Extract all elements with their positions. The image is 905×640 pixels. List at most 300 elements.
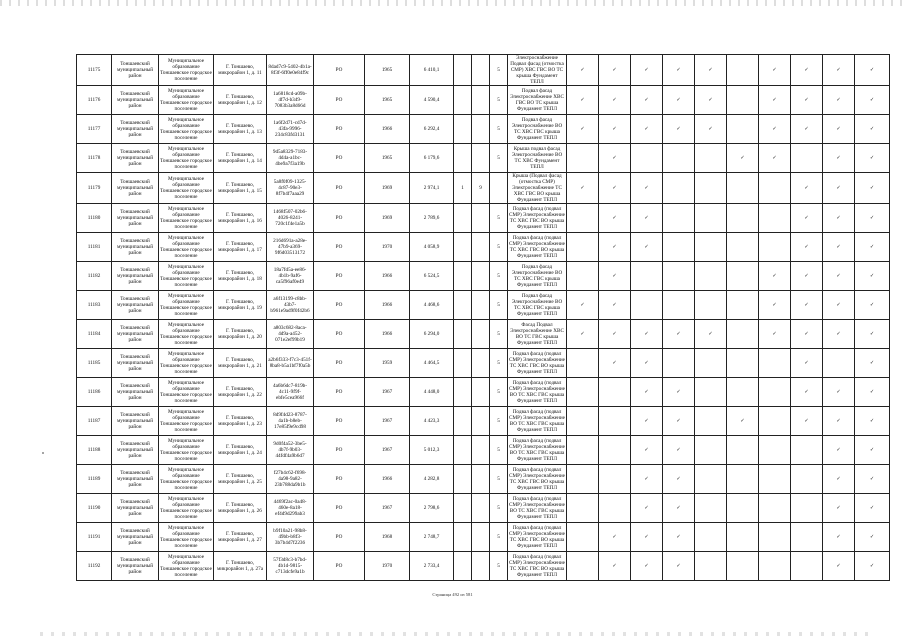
extra-col-1-cell (454, 262, 472, 291)
total-area-cell: 2 798,6 (410, 494, 454, 523)
work-check-cell-6 (727, 144, 759, 173)
work-check-cell-3 (631, 204, 663, 233)
work-check-cell-6 (727, 523, 759, 552)
row-number-cell: 11181 (77, 233, 112, 262)
work-check-cell-4 (663, 378, 695, 407)
work-check-cell-3 (631, 552, 663, 581)
extra-col-1-cell (454, 494, 472, 523)
work-check-cell-10 (855, 436, 890, 465)
checkmark-icon: ✓ (869, 302, 875, 308)
checkmark-icon: ✓ (804, 331, 809, 337)
extra-col-1-cell (454, 465, 472, 494)
work-check-cell-1 (567, 349, 599, 378)
work-check-cell-4 (663, 115, 695, 144)
row-number-cell: 11177 (77, 115, 112, 144)
building-guid-cell: 9d5a8329-7183-4d4a-a1bc-4be9a7f3a19b (267, 144, 314, 173)
building-guid-cell: 5a8f0f09-1325-4c87-90e3-8f7b4f7aaa29 (267, 173, 314, 204)
work-check-cell-6 (727, 233, 759, 262)
work-check-cell-6 (727, 86, 759, 115)
checkmark-icon: ✓ (580, 302, 585, 308)
checkmark-icon: ✓ (869, 126, 875, 132)
work-check-cell-3 (631, 378, 663, 407)
checkmark-icon: ✓ (612, 331, 617, 337)
table-row (77, 86, 890, 115)
checkmark-icon: ✓ (612, 273, 617, 279)
work-check-cell-2 (599, 55, 631, 86)
extra-col-2-cell: 9 (472, 173, 490, 204)
work-check-cell-10 (855, 320, 890, 349)
checkmark-icon: ✓ (644, 505, 649, 511)
table-row (77, 204, 890, 233)
work-check-cell-8 (791, 465, 823, 494)
extra-col-1-cell (454, 291, 472, 320)
table-row (77, 494, 890, 523)
extra-col-1-cell (454, 436, 472, 465)
checkmark-icon: ✓ (708, 97, 713, 103)
building-guid-cell: 57f3d8c3-b7bd-4b1d-9815-c713dcfe9a1b (267, 552, 314, 581)
work-check-cell-8 (791, 262, 823, 291)
work-check-cell-1 (567, 233, 599, 262)
fund-type-cell: РО (314, 349, 365, 378)
work-check-cell-3 (631, 291, 663, 320)
work-check-cell-4 (663, 291, 695, 320)
building-guid-cell: 8dad7c9-5402-4b1a-8f3f-6ff0e0e84f9c (267, 55, 314, 86)
work-check-cell-4 (663, 407, 695, 436)
extra-col-1-cell (454, 86, 472, 115)
work-check-cell-6 (727, 291, 759, 320)
fund-type-cell: РО (314, 144, 365, 173)
table-row (77, 523, 890, 552)
checkmark-icon: ✓ (612, 97, 617, 103)
building-guid-cell: a803c682-8aca-4d9a-a452-071e2ef99b19 (267, 320, 314, 349)
work-check-cell-5 (695, 378, 727, 407)
work-check-cell-6 (727, 349, 759, 378)
work-check-cell-10 (855, 204, 890, 233)
municipal-district-cell: Тоншаевский муниципальный район (112, 465, 159, 494)
work-check-cell-4 (663, 144, 695, 173)
work-check-cell-5 (695, 204, 727, 233)
work-check-cell-9 (823, 494, 855, 523)
row-number-cell: 11186 (77, 378, 112, 407)
work-check-cell-4 (663, 349, 695, 378)
work-check-cell-8 (791, 86, 823, 115)
total-area-cell: 4 058,9 (410, 233, 454, 262)
municipal-district-cell: Тоншаевский муниципальный район (112, 115, 159, 144)
row-number-cell: 11182 (77, 262, 112, 291)
work-check-cell-2 (599, 552, 631, 581)
municipality-type-cell: Муниципальное образование Тоншаевское городское поселение (159, 233, 214, 262)
checkmark-icon: ✓ (644, 126, 649, 132)
total-area-cell: 2 974,1 (410, 173, 454, 204)
fund-type-cell: РО (314, 86, 365, 115)
checkmark-icon: ✓ (580, 331, 585, 337)
work-check-cell-2 (599, 291, 631, 320)
checkmark-icon: ✓ (869, 273, 875, 279)
work-check-cell-10 (855, 349, 890, 378)
extra-col-2-cell (472, 291, 490, 320)
work-check-cell-7 (759, 262, 791, 291)
fund-type-cell: РО (314, 233, 365, 262)
building-guid-cell: 8d9f4d23-8787-4a1b-b8eb-17e85f9e9cd98 (267, 407, 314, 436)
page-footer: Страница 492 из 581 (432, 592, 473, 597)
floors-cell: 5 (490, 465, 508, 494)
municipal-district-cell: Тоншаевский муниципальный район (112, 552, 159, 581)
work-check-cell-2 (599, 320, 631, 349)
work-check-cell-9 (823, 378, 855, 407)
scan-speck (42, 452, 44, 454)
build-year-cell: 1967 (365, 494, 410, 523)
checkmark-icon: ✓ (804, 244, 809, 250)
checkmark-icon: ✓ (644, 418, 649, 424)
building-guid-cell: 1468f507-02b6-4026-8241-720c1f4e1a5b (267, 204, 314, 233)
work-check-cell-7 (759, 204, 791, 233)
checkmark-icon: ✓ (676, 447, 681, 453)
row-number-cell: 11191 (77, 523, 112, 552)
work-check-cell-9 (823, 204, 855, 233)
checkmark-icon: ✓ (804, 273, 809, 279)
checkmark-icon: ✓ (772, 155, 777, 161)
floors-cell: 5 (490, 523, 508, 552)
extra-col-2-cell (472, 262, 490, 291)
work-check-cell-2 (599, 204, 631, 233)
work-check-cell-5 (695, 55, 727, 86)
work-check-cell-5 (695, 494, 727, 523)
work-check-cell-3 (631, 144, 663, 173)
work-check-cell-7 (759, 320, 791, 349)
work-check-cell-2 (599, 349, 631, 378)
fund-type-cell: РО (314, 262, 365, 291)
building-address-cell: Г. Тоншаево, микрорайон 1, д. 25 (214, 465, 267, 494)
work-check-cell-7 (759, 291, 791, 320)
work-types-cell: Подвал фасад Электроснабжение ХВС ГВС ВО ТС крыша Фундамент ТЕПЛ (508, 86, 567, 115)
work-check-cell-6 (727, 436, 759, 465)
work-check-cell-5 (695, 86, 727, 115)
municipal-district-cell: Тоншаевский муниципальный район (112, 378, 159, 407)
municipal-district-cell: Тоншаевский муниципальный район (112, 407, 159, 436)
work-check-cell-8 (791, 320, 823, 349)
checkmark-icon: ✓ (772, 273, 777, 279)
build-year-cell: 1968 (365, 523, 410, 552)
checkmark-icon: ✓ (804, 185, 809, 191)
work-check-cell-1 (567, 494, 599, 523)
checkmark-icon: ✓ (612, 534, 617, 540)
work-check-cell-7 (759, 523, 791, 552)
work-check-cell-4 (663, 552, 695, 581)
total-area-cell: 6 179,6 (410, 144, 454, 173)
work-check-cell-2 (599, 262, 631, 291)
building-address-cell: Г. Тоншаево, микрорайон 1, д. 27а (214, 552, 267, 581)
row-number-cell: 11185 (77, 349, 112, 378)
work-check-cell-7 (759, 465, 791, 494)
checkmark-icon: ✓ (676, 418, 681, 424)
checkmark-icon: ✓ (836, 185, 841, 191)
build-year-cell: 1967 (365, 407, 410, 436)
total-area-cell: 2 748,7 (410, 523, 454, 552)
floors-cell: 5 (490, 436, 508, 465)
work-check-cell-7 (759, 494, 791, 523)
building-address-cell: Г. Тоншаево, микрорайон 1, д. 23 (214, 407, 267, 436)
checkmark-icon: ✓ (644, 447, 649, 453)
total-area-cell: 6 524,5 (410, 262, 454, 291)
work-types-cell: Подвал фасад (подвал СМР) Электроснабжение ТС ХВС ГВС ВО крыша Фундамент ТЕПЛ (508, 552, 567, 581)
municipal-district-cell: Тоншаевский муниципальный район (112, 204, 159, 233)
total-area-cell: 4 468,6 (410, 291, 454, 320)
work-check-cell-9 (823, 552, 855, 581)
table-row (77, 465, 890, 494)
checkmark-icon: ✓ (836, 447, 841, 453)
build-year-cell: 1959 (365, 349, 410, 378)
row-number-cell: 11192 (77, 552, 112, 581)
checkmark-icon: ✓ (836, 244, 841, 250)
row-number-cell: 11176 (77, 86, 112, 115)
work-check-cell-3 (631, 233, 663, 262)
work-check-cell-6 (727, 204, 759, 233)
work-check-cell-1 (567, 204, 599, 233)
work-check-cell-7 (759, 407, 791, 436)
checkmark-icon: ✓ (836, 476, 841, 482)
work-check-cell-10 (855, 115, 890, 144)
work-check-cell-6 (727, 552, 759, 581)
building-guid-cell: 18a7fd5a-ee86-4b1b-9af6-ca5f96af0e49 (267, 262, 314, 291)
scan-edge-top (0, 0, 905, 6)
building-address-cell: Г. Тоншаево, микрорайон 1, д. 24 (214, 436, 267, 465)
work-check-cell-4 (663, 173, 695, 204)
checkmark-icon: ✓ (869, 244, 875, 250)
work-check-cell-3 (631, 349, 663, 378)
work-check-cell-1 (567, 86, 599, 115)
floors-cell: 5 (490, 349, 508, 378)
municipality-type-cell: Муниципальное образование Тоншаевское городское поселение (159, 349, 214, 378)
checkmark-icon: ✓ (644, 360, 649, 366)
checkmark-icon: ✓ (869, 360, 875, 366)
checkmark-icon: ✓ (644, 534, 649, 540)
municipality-type-cell: Муниципальное образование Тоншаевское городское поселение (159, 173, 214, 204)
work-types-cell: Подвал фасад (подвал СМР) Электроснабжение ТС ХВС ГВС ВО крыша Фундамент ТЕПЛ (508, 349, 567, 378)
checkmark-icon: ✓ (836, 126, 841, 132)
table-row (77, 173, 890, 204)
work-check-cell-9 (823, 144, 855, 173)
fund-type-cell: РО (314, 320, 365, 349)
register-rows (77, 55, 890, 581)
work-check-cell-5 (695, 349, 727, 378)
work-check-cell-9 (823, 233, 855, 262)
work-check-cell-10 (855, 552, 890, 581)
row-number-cell: 11188 (77, 436, 112, 465)
checkmark-icon: ✓ (836, 563, 841, 569)
fund-type-cell: РО (314, 407, 365, 436)
building-guid-cell: a6f13199-c8bb-43b7-b961e9ad9f0f42b6 (267, 291, 314, 320)
checkmark-icon: ✓ (772, 331, 777, 337)
checkmark-icon: ✓ (804, 97, 809, 103)
municipal-district-cell: Тоншаевский муниципальный район (112, 173, 159, 204)
work-check-cell-6 (727, 262, 759, 291)
floors-cell: 5 (490, 115, 508, 144)
extra-col-2-cell (472, 465, 490, 494)
building-address-cell: Г. Тоншаево, микрорайон 1, д. 20 (214, 320, 267, 349)
table-row (77, 144, 890, 173)
checkmark-icon: ✓ (612, 155, 617, 161)
building-guid-cell: 216d691a-a28e-47b9-a369-9f6d03513172 (267, 233, 314, 262)
work-check-cell-2 (599, 233, 631, 262)
work-check-cell-3 (631, 86, 663, 115)
work-check-cell-4 (663, 233, 695, 262)
work-check-cell-1 (567, 436, 599, 465)
work-types-cell: Крыша (Подвал фасад (отмостка СМР) Электроснабжение ТС ХВС ГВС ВО крыша Фундамент ТЕПЛ (508, 173, 567, 204)
row-number-cell: 11183 (77, 291, 112, 320)
work-check-cell-8 (791, 494, 823, 523)
fund-type-cell: РО (314, 465, 365, 494)
build-year-cell: 1970 (365, 552, 410, 581)
work-check-cell-7 (759, 86, 791, 115)
extra-col-2-cell (472, 320, 490, 349)
total-area-cell: 2 733,4 (410, 552, 454, 581)
work-check-cell-4 (663, 494, 695, 523)
work-check-cell-6 (727, 115, 759, 144)
work-check-cell-10 (855, 407, 890, 436)
work-check-cell-10 (855, 86, 890, 115)
municipal-district-cell: Тоншаевский муниципальный район (112, 436, 159, 465)
extra-col-2-cell (472, 349, 490, 378)
extra-col-2-cell (472, 233, 490, 262)
register-table (76, 54, 890, 581)
work-types-cell: Электроснабжение Подвал фасад (отмостка СМР) ХВС ГВС ВО ТС крыша Фундамент ТЕПЛ (508, 55, 567, 86)
municipality-type-cell: Муниципальное образование Тоншаевское городское поселение (159, 494, 214, 523)
municipality-type-cell: Муниципальное образование Тоншаевское городское поселение (159, 436, 214, 465)
table-row (77, 378, 890, 407)
fund-type-cell: РО (314, 523, 365, 552)
work-check-cell-2 (599, 407, 631, 436)
work-check-cell-8 (791, 407, 823, 436)
work-check-cell-7 (759, 115, 791, 144)
work-check-cell-3 (631, 407, 663, 436)
building-address-cell: Г. Тоншаево, микрорайон 1, д. 22 (214, 378, 267, 407)
work-check-cell-4 (663, 204, 695, 233)
build-year-cell: 1967 (365, 436, 410, 465)
work-check-cell-5 (695, 173, 727, 204)
building-address-cell: Г. Тоншаево, микрорайон 1, д. 27 (214, 523, 267, 552)
work-types-cell: Подвал фасад (подвал СМР) Электроснабжение ВО ТС ХВС ГВС крыша Фундамент ТЕПЛ (508, 378, 567, 407)
work-check-cell-9 (823, 86, 855, 115)
work-check-cell-7 (759, 378, 791, 407)
checkmark-icon: ✓ (740, 155, 745, 161)
build-year-cell: 1967 (365, 378, 410, 407)
work-check-cell-2 (599, 115, 631, 144)
table-row (77, 262, 890, 291)
work-check-cell-3 (631, 55, 663, 86)
checkmark-icon: ✓ (644, 97, 649, 103)
scan-edge-bottom (40, 632, 870, 636)
work-check-cell-9 (823, 115, 855, 144)
fund-type-cell: РО (314, 173, 365, 204)
build-year-cell: 1966 (365, 465, 410, 494)
checkmark-icon: ✓ (612, 563, 617, 569)
checkmark-icon: ✓ (869, 67, 875, 73)
municipality-type-cell: Муниципальное образование Тоншаевское городское поселение (159, 523, 214, 552)
extra-col-2-cell (472, 523, 490, 552)
checkmark-icon: ✓ (772, 126, 777, 132)
checkmark-icon: ✓ (612, 360, 617, 366)
build-year-cell: 1966 (365, 262, 410, 291)
checkmark-icon: ✓ (772, 67, 777, 73)
work-types-cell: Подвал фасад Электроснабжение ВО ТС ХВС ГВС крыша Фундамент ТЕПЛ (508, 115, 567, 144)
checkmark-icon: ✓ (580, 185, 585, 191)
work-check-cell-8 (791, 144, 823, 173)
work-types-cell: Подвал фасад (подвал СМР) Электроснабжение ТС ХВС ГВС ВО крыша Фундамент ТЕПЛ (508, 204, 567, 233)
work-types-cell: Подвал фасад Электроснабжение ВО ТС ХВС ГВС крыша Фундамент ТЕПЛ (508, 291, 567, 320)
work-check-cell-6 (727, 173, 759, 204)
work-check-cell-6 (727, 320, 759, 349)
total-area-cell: 6 410,1 (410, 55, 454, 86)
checkmark-icon: ✓ (836, 215, 841, 221)
building-guid-cell: 9d0f4a52-3be5-4b7f-9b03-44fdf4a9b6d7 (267, 436, 314, 465)
extra-col-1-cell: 1 (454, 173, 472, 204)
floors-cell: 5 (490, 378, 508, 407)
extra-col-1-cell (454, 204, 472, 233)
work-check-cell-6 (727, 494, 759, 523)
work-check-cell-8 (791, 436, 823, 465)
checkmark-icon: ✓ (804, 418, 809, 424)
build-year-cell: 1965 (365, 86, 410, 115)
checkmark-icon: ✓ (836, 67, 841, 73)
checkmark-icon: ✓ (869, 389, 875, 395)
fund-type-cell: РО (314, 55, 365, 86)
checkmark-icon: ✓ (676, 67, 681, 73)
work-check-cell-2 (599, 494, 631, 523)
work-check-cell-4 (663, 436, 695, 465)
work-types-cell: Подвал фасад (подвал СМР) Электроснабжение ТС ХВС ГВС ВО крыша Фундамент ТЕПЛ (508, 233, 567, 262)
work-check-cell-9 (823, 55, 855, 86)
fund-type-cell: РО (314, 204, 365, 233)
building-address-cell: Г. Тоншаево, микрорайон 1, д. 21 (214, 349, 267, 378)
extra-col-1-cell (454, 378, 472, 407)
table-row (77, 407, 890, 436)
extra-col-1-cell (454, 320, 472, 349)
work-check-cell-5 (695, 233, 727, 262)
checkmark-icon: ✓ (869, 563, 875, 569)
work-check-cell-9 (823, 523, 855, 552)
work-check-cell-5 (695, 436, 727, 465)
work-check-cell-10 (855, 378, 890, 407)
checkmark-icon: ✓ (612, 185, 617, 191)
work-check-cell-10 (855, 465, 890, 494)
work-check-cell-6 (727, 55, 759, 86)
work-types-cell: Подвал фасад (подвал СМР) Электроснабжение ВО ТС ХВС ГВС крыша Фундамент ТЕПЛ (508, 494, 567, 523)
checkmark-icon: ✓ (612, 126, 617, 132)
work-check-cell-9 (823, 173, 855, 204)
checkmark-icon: ✓ (869, 185, 875, 191)
build-year-cell: 1966 (365, 320, 410, 349)
checkmark-icon: ✓ (836, 302, 841, 308)
work-check-cell-7 (759, 55, 791, 86)
extra-col-1-cell (454, 233, 472, 262)
checkmark-icon: ✓ (804, 360, 809, 366)
work-check-cell-9 (823, 349, 855, 378)
work-types-cell: Фасад Подвал Электроснабжение ХВС ВО ТС ГВС крыша Фундамент ТЕПЛ (508, 320, 567, 349)
work-check-cell-4 (663, 523, 695, 552)
work-types-cell: Подвал фасад (подвал СМР) Электроснабжение ВО ТС ХВС ГВС крыша Фундамент ТЕПЛ (508, 407, 567, 436)
building-address-cell: Г. Тоншаево, микрорайон 1, д. 11 (214, 55, 267, 86)
work-check-cell-10 (855, 523, 890, 552)
checkmark-icon: ✓ (708, 67, 713, 73)
checkmark-icon: ✓ (836, 155, 841, 161)
extra-col-2-cell (472, 378, 490, 407)
checkmark-icon: ✓ (772, 97, 777, 103)
floors-cell: 5 (490, 262, 508, 291)
checkmark-icon: ✓ (676, 389, 681, 395)
floors-cell: 5 (490, 407, 508, 436)
building-guid-cell: 4a6b6dc7-819b-4c11-9f9f-ebfe5cea966f (267, 378, 314, 407)
municipal-district-cell: Тоншаевский муниципальный район (112, 523, 159, 552)
